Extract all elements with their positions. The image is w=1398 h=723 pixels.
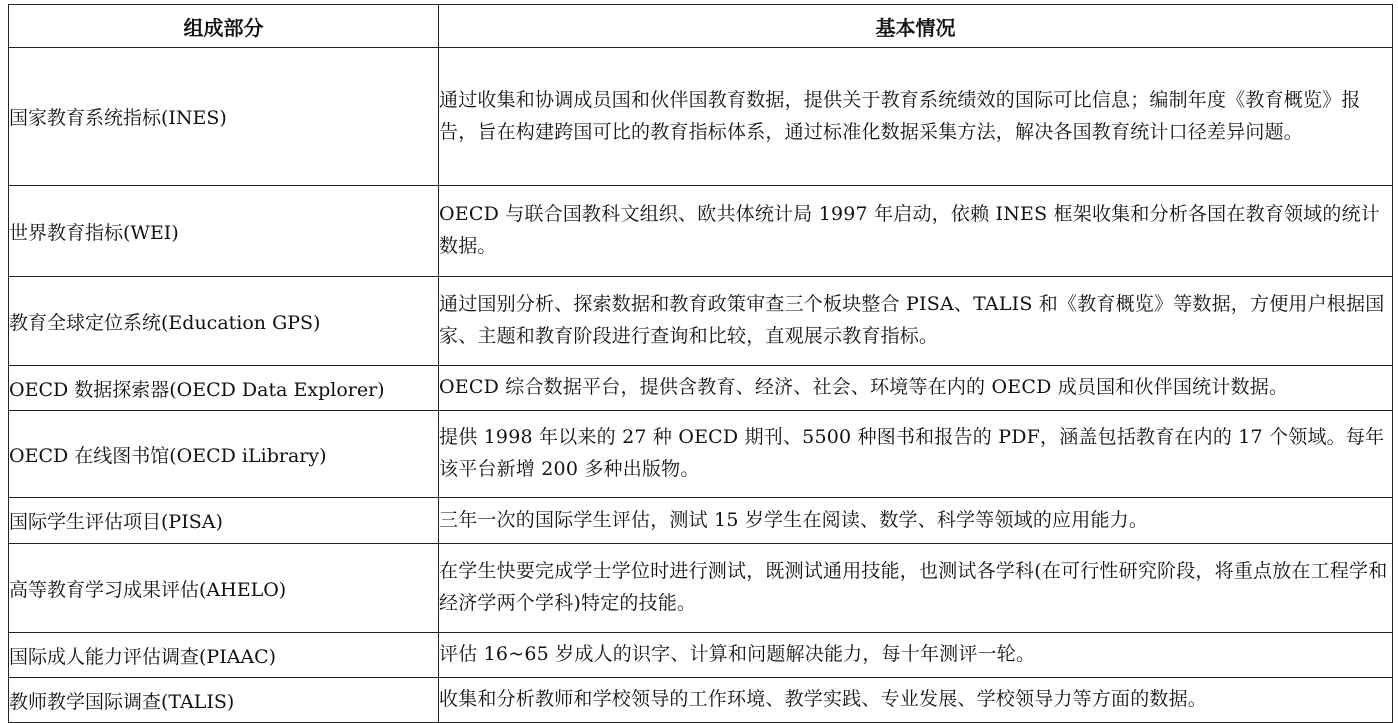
overview-table: [8, 4, 1393, 723]
row-name: 国家教育系统指标(INES): [9, 48, 439, 186]
table-row: [9, 186, 1393, 277]
row-description: 提供 1998 年以来的 27 种 OECD 期刊、5500 种图书和报告的 PDF，涵盖包括教育在内的 17 个领域。每年该平台新增 200 多种出版物。: [439, 411, 1393, 498]
header-description: 基本情况: [439, 5, 1393, 48]
table-row: [9, 544, 1393, 633]
header-component: 组成部分: [9, 5, 439, 48]
row-description: 三年一次的国际学生评估，测试 15 岁学生在阅读、数学、科学等领域的应用能力。: [439, 498, 1393, 544]
table-row: [9, 498, 1393, 544]
row-description: 通过国别分析、探索数据和教育政策审查三个板块整合 PISA、TALIS 和《教育概览》等数据，方便用户根据国家、主题和教育阶段进行查询和比较，直观展示教育指标。: [439, 277, 1393, 366]
row-name: OECD 数据探索器(OECD Data Explorer): [9, 366, 439, 411]
table-row: [9, 48, 1393, 186]
table-row: [9, 366, 1393, 411]
row-description: 在学生快要完成学士学位时进行测试，既测试通用技能，也测试各学科(在可行性研究阶段，将重点放在工程学和经济学两个学科)特定的技能。: [439, 544, 1393, 633]
row-name: 高等教育学习成果评估(AHELO): [9, 544, 439, 633]
row-description: 收集和分析教师和学校领导的工作环境、教学实践、专业发展、学校领导力等方面的数据。: [439, 678, 1393, 723]
row-name: 国际成人能力评估调查(PIAAC): [9, 633, 439, 678]
row-name: OECD 在线图书馆(OECD iLibrary): [9, 411, 439, 498]
table-row: [9, 678, 1393, 723]
row-name: 世界教育指标(WEI): [9, 186, 439, 277]
row-name: 国际学生评估项目(PISA): [9, 498, 439, 544]
row-description: OECD 与联合国教科文组织、欧共体统计局 1997 年启动，依赖 INES 框架收集和分析各国在教育领域的统计数据。: [439, 186, 1393, 277]
header-row: [9, 5, 1393, 48]
row-description: 评估 16~65 岁成人的识字、计算和问题解决能力，每十年测评一轮。: [439, 633, 1393, 678]
table-row: [9, 633, 1393, 678]
table-row: [9, 277, 1393, 366]
row-description: 通过收集和协调成员国和伙伴国教育数据，提供关于教育系统绩效的国际可比信息；编制年度《教育概览》报告，旨在构建跨国可比的教育指标体系，通过标准化数据采集方法，解决各国教育统计口径差异问题。: [439, 48, 1393, 186]
table-row: [9, 411, 1393, 498]
row-name: 教师教学国际调查(TALIS): [9, 678, 439, 723]
row-description: OECD 综合数据平台，提供含教育、经济、社会、环境等在内的 OECD 成员国和伙伴国统计数据。: [439, 366, 1393, 411]
row-name: 教育全球定位系统(Education GPS): [9, 277, 439, 366]
